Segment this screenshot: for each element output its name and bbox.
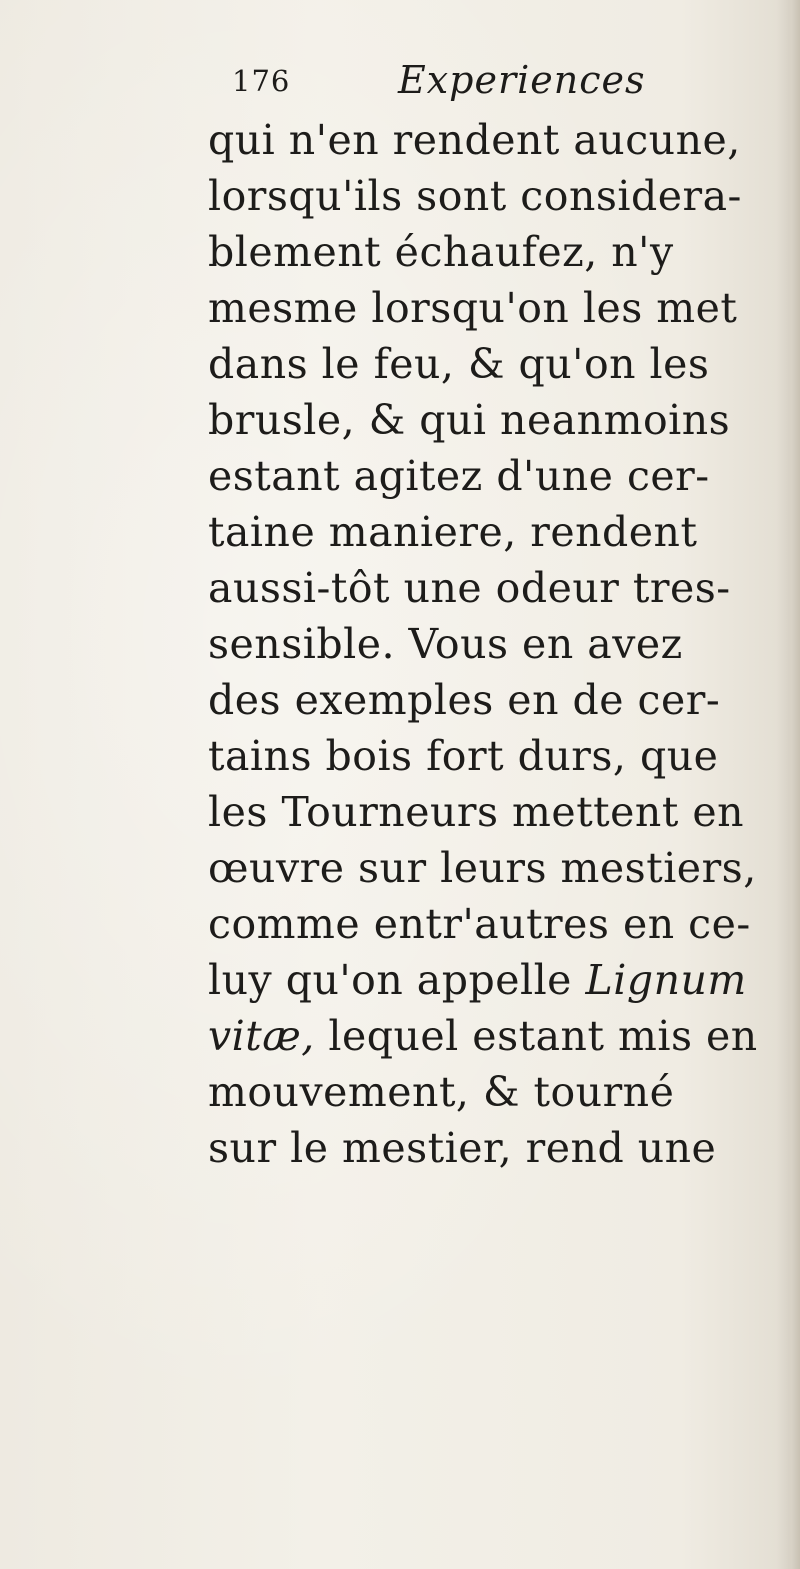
text-line: tains bois fort durs, que [208,732,719,780]
text-line: mesme lorsqu'on les met [208,284,738,332]
text-line: sur le mestier, rend une [208,1124,717,1172]
page-header [232,58,692,108]
text-line-roman: luy qu'on appelle [208,956,572,1004]
text-line: estant agitez d'une cer- [208,452,710,500]
text-line: œuvre sur leurs mestiers, [208,844,757,892]
page-number: 176 [232,64,291,98]
text-line: des exemples en de cer- [208,676,721,724]
text-line: dans le feu, & qu'on les [208,340,710,388]
text-line-roman: lequel estant mis en [328,1012,758,1060]
text-line: brusle, & qui neanmoins [208,396,731,444]
text-line: comme entr'autres en ce- [208,900,751,948]
running-title: Experiences [398,58,646,102]
text-line: lorsqu'ils sont considera- [208,172,742,220]
text-line: taine maniere, rendent [208,508,698,556]
latin-term: Lignum [585,956,747,1004]
text-line: aussi-tôt une odeur tres- [208,564,731,612]
body-text [208,112,794,1176]
text-line [208,952,794,1008]
text-line: blement échaufez, n'y [208,228,674,276]
latin-term: vitæ, [208,1012,315,1060]
text-line: les Tourneurs mettent en [208,788,744,836]
text-line: qui n'en rendent aucune, [208,116,741,164]
text-line [208,1008,794,1064]
text-line: sensible. Vous en avez [208,620,683,668]
text-line: mouvement, & tourné [208,1068,675,1116]
